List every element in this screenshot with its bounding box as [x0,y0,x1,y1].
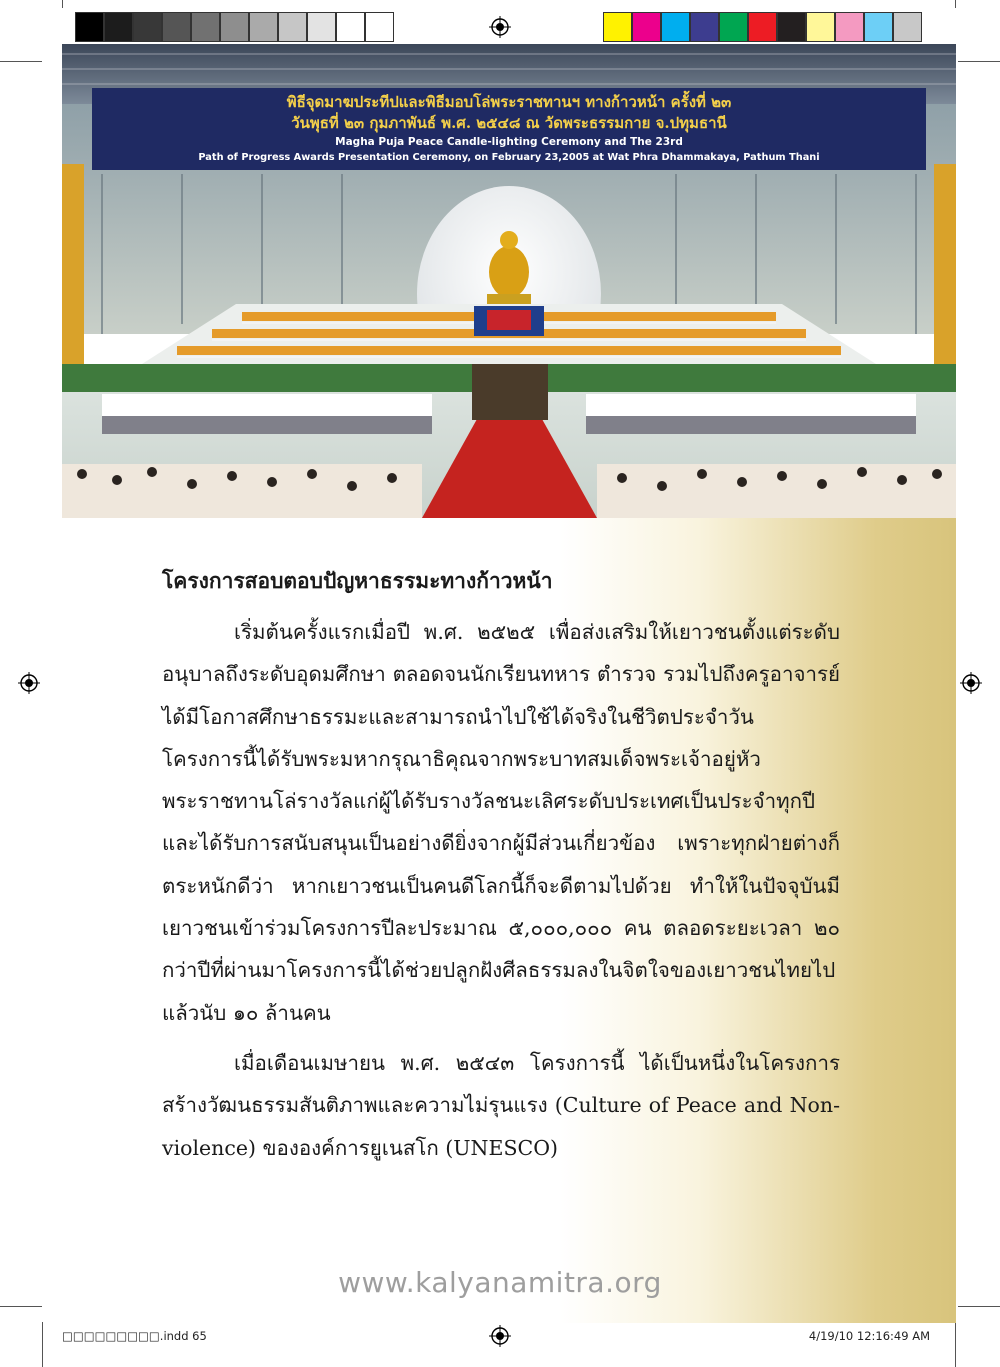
article-paragraph-1: เริ่มต้นครั้งแรกเมื่อปี พ.ศ. ๒๕๒๕ เพื่อส่งเสริมให้เยาวชนตั้งแต่ระดับอนุบาลถึงระดับอุดมศึกษา ตลอดจนนักเรียนทหาร ตำรวจ รวมไปถึงครูอาจารย์ ได้มีโอกาสศึกษาธรรมะและสามารถนำไปใช้ได้จริงในชีวิตประจำวัน โครงการนี้ได้รับพระมหากรุณาธิคุณจากพระบาทสมเด็จพระเจ้าอยู่หัว พระราชทานโล่รางวัลแก่ผู้ได้รับรางวัลชนะเลิศระดับประเทศเป็นประจำทุกปี และได้รับการสนับสนุนเป็นอย่างดียิ่งจากผู้มีส่วนเกี่ยวข้อง เพราะทุกฝ่ายต่างก็ตระหนักดีว่า หากเยาวชนเป็นคนดีโลกนี้ก็จะดีตามไปด้วย ทำให้ในปัจจุบันมีเยาวชนเข้าร่วมโครงการปีละประมาณ ๕,๐๐๐,๐๐๐ คน ตลอดระยะเวลา ๒๐ กว่าปีที่ผ่านมาโครงการนี้ได้ช่วยปลูกฝังศีลธรรมลงในจิตใจของเยาวชนไทยไปแล้วนับ ๑๐ ล้านคน [162,620,840,1025]
crop-mark [958,1306,1000,1307]
indd-file-slug: □□□□□□□□□.indd 65 [62,1329,207,1343]
grayscale-calibration-bar [75,12,394,42]
banner-line-1: พิธีจุดมาฆประทีปและพิธีมอบโล่พระราชทานฯ ทางก้าวหน้า ครั้งที่ ๒๓ [286,93,732,111]
registration-mark-icon [18,672,40,694]
grayscale-swatch [75,12,104,42]
color-swatch [835,12,864,42]
color-swatch [690,12,719,42]
color-swatch [603,12,632,42]
crop-mark [62,0,63,8]
website-url: www.kalyanamitra.org [338,1266,662,1299]
color-swatch [748,12,777,42]
article-body [162,565,840,1169]
banner-line-3: Magha Puja Peace Candle-lighting Ceremony and The 23rd [335,136,683,148]
banner-line-4: Path of Progress Awards Presentation Ceremony, on February 23,2005 at Wat Phra Dhammakaya, Pathum Thani [198,152,820,163]
crop-mark [0,61,42,62]
crop-mark [955,0,956,8]
crop-mark [955,1322,956,1367]
grayscale-swatch [249,12,278,42]
banner-line-2: วันพุธที่ ๒๓ กุมภาพันธ์ พ.ศ. ๒๕๔๘ ณ วัดพระธรรมกาย จ.ปทุมธานี [291,114,727,132]
grayscale-swatch [278,12,307,42]
color-swatch [777,12,806,42]
color-swatch [864,12,893,42]
grayscale-swatch [365,12,394,42]
registration-mark-icon [489,1325,511,1347]
article-paragraph-2: เมื่อเดือนเมษายน พ.ศ. ๒๕๔๓ โครงการนี้ ได้เป็นหนึ่งในโครงการสร้างวัฒนธรรมสันติภาพและความไม่รุนแรง (Culture of Peace and Non-violence) ขององค์การยูเนสโก (UNESCO) [162,1050,840,1160]
article-heading: โครงการสอบตอบปัญหาธรรมะทางก้าวหน้า [162,568,553,593]
crop-mark [958,61,1000,62]
crop-mark [42,1322,43,1367]
grayscale-swatch [191,12,220,42]
ceremony-photo [62,44,956,518]
grayscale-swatch [133,12,162,42]
grayscale-swatch [220,12,249,42]
crop-mark [0,1306,42,1307]
color-swatch [893,12,922,42]
color-calibration-bar [603,12,922,42]
registration-mark-icon [489,16,511,38]
grayscale-swatch [307,12,336,42]
color-swatch [632,12,661,42]
grayscale-swatch [104,12,133,42]
color-swatch [661,12,690,42]
color-swatch [806,12,835,42]
registration-mark-icon [960,672,982,694]
grayscale-swatch [162,12,191,42]
print-timestamp: 4/19/10 12:16:49 AM [808,1329,930,1343]
grayscale-swatch [336,12,365,42]
color-swatch [719,12,748,42]
